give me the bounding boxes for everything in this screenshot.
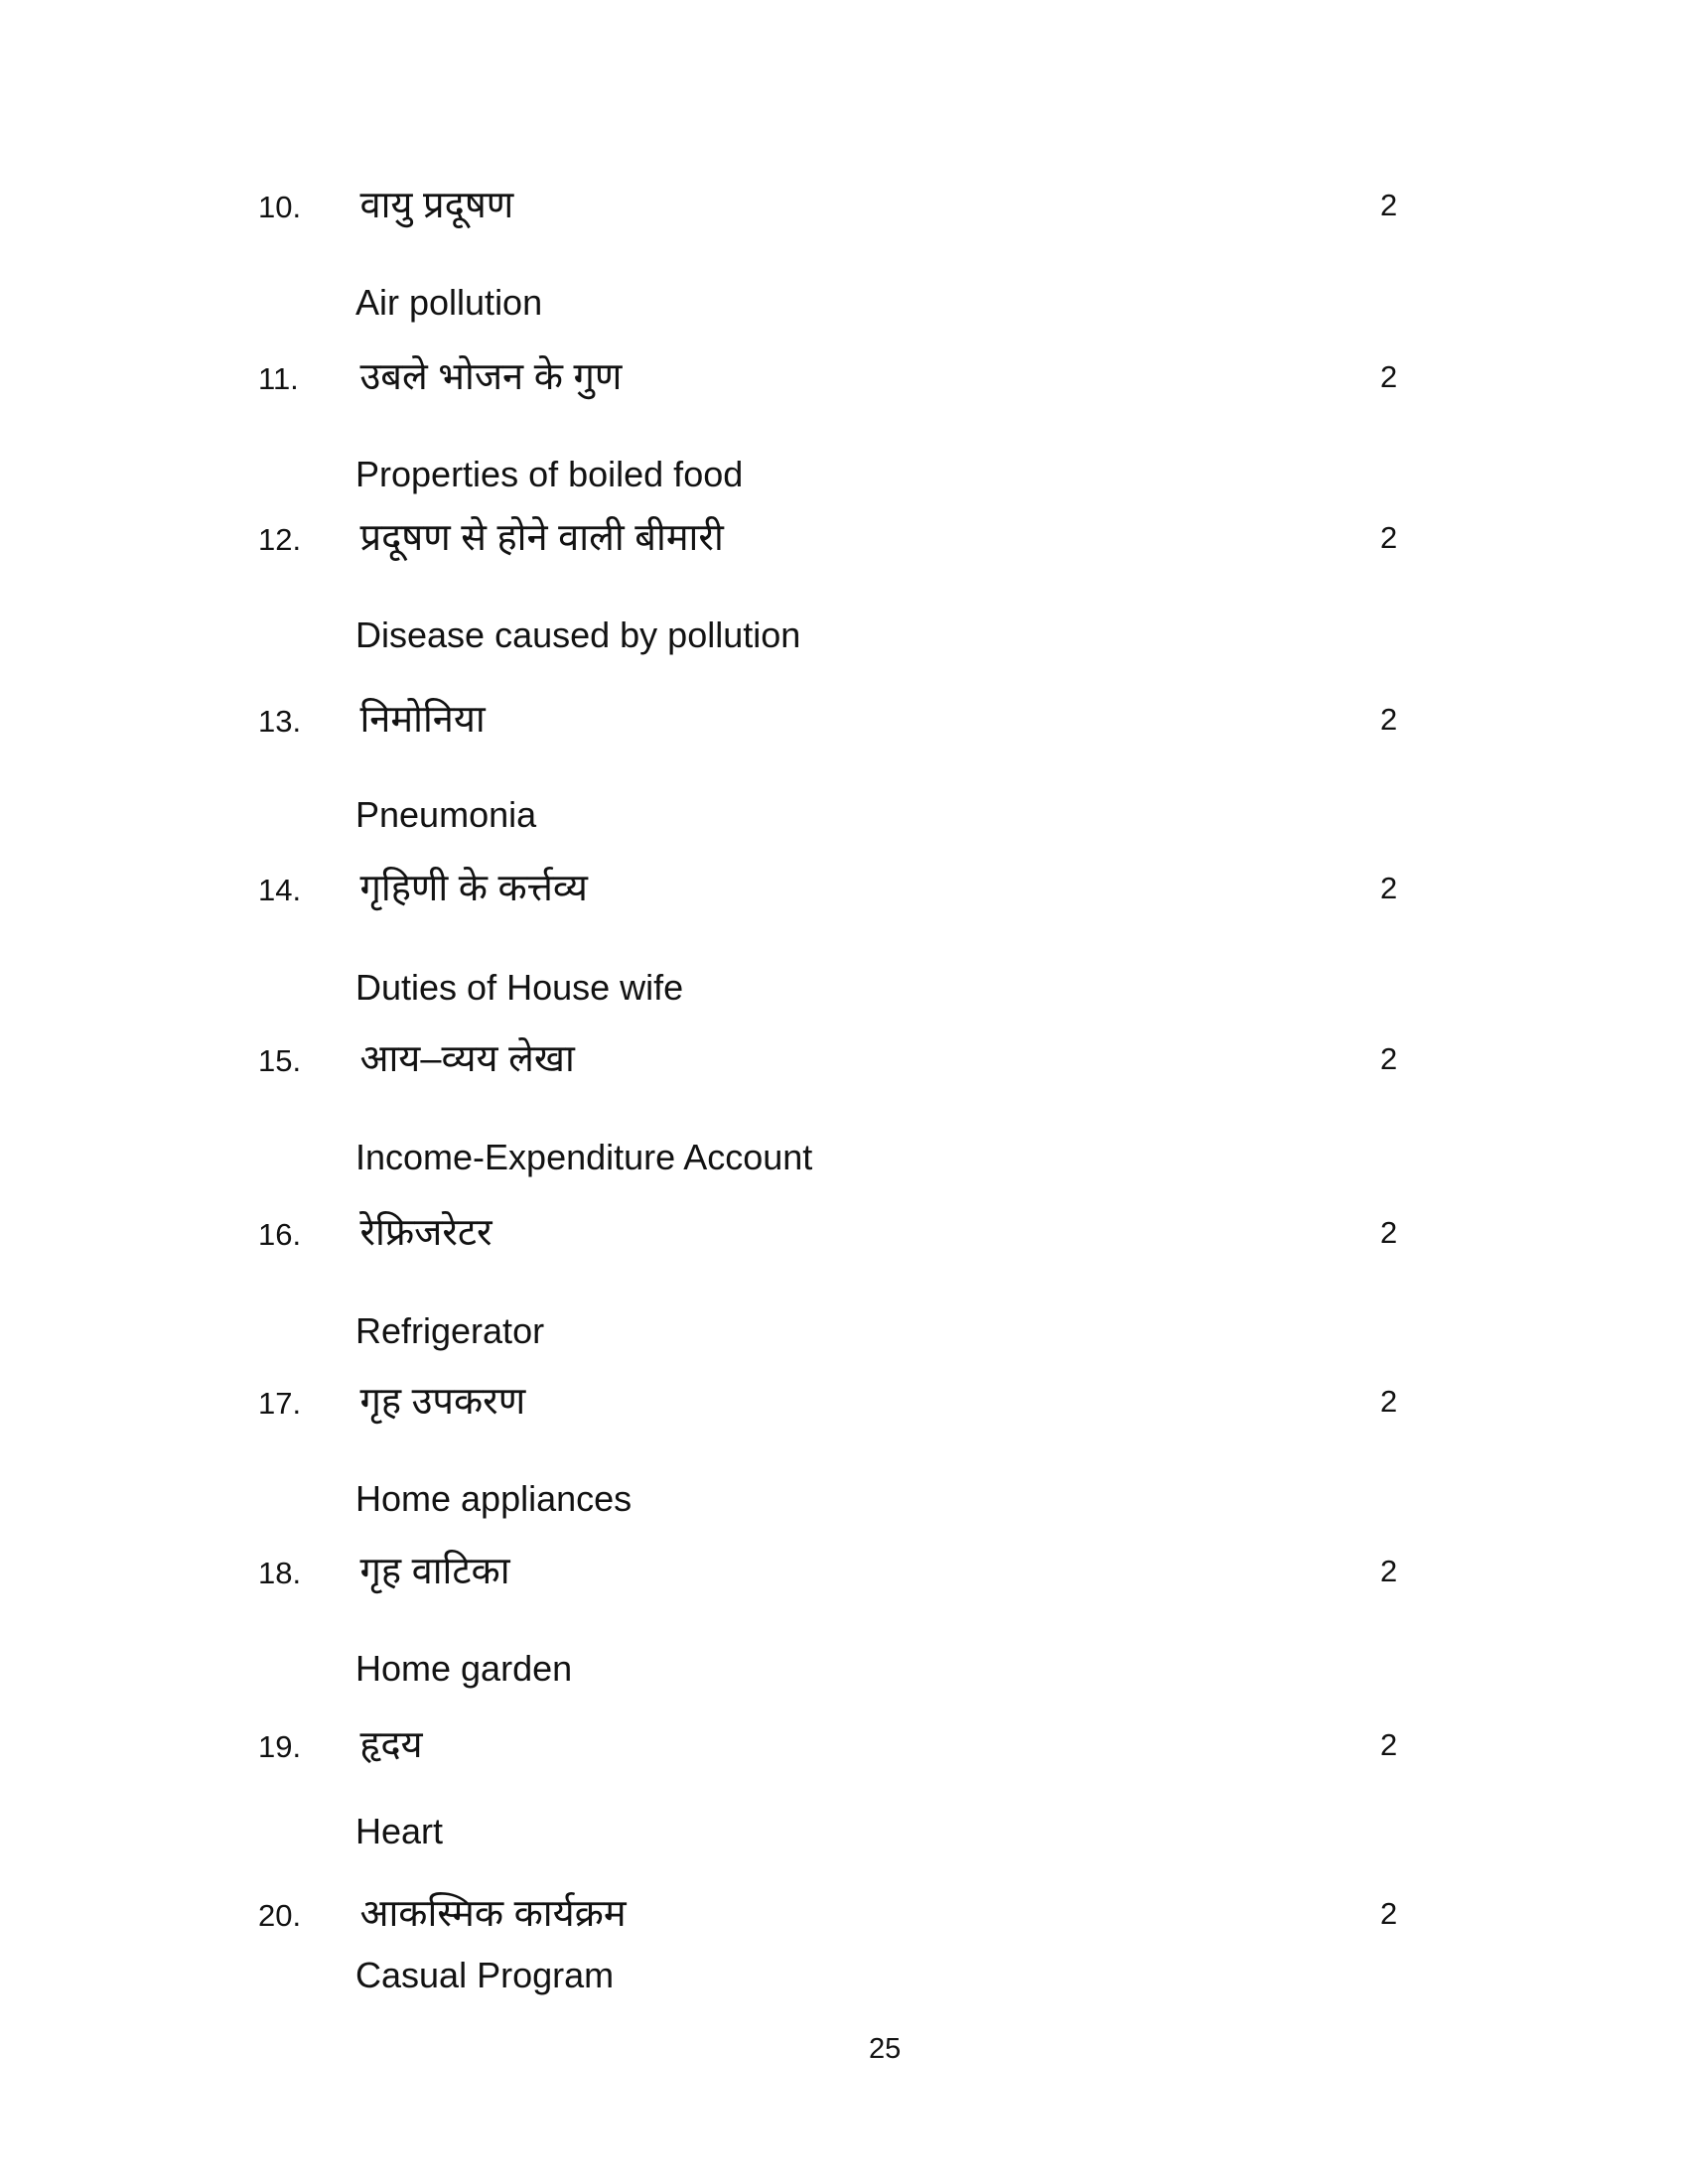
item-hindi-line xyxy=(0,1036,1688,1090)
item-hindi-line xyxy=(0,354,1688,408)
item-title-english: Properties of boiled food xyxy=(355,454,744,494)
item-title-hindi: निमोनिया xyxy=(359,699,486,741)
page-number: 25 xyxy=(869,2033,902,2065)
item-title-hindi: आकस्मिक कार्यक्रम xyxy=(359,1893,627,1935)
item-hindi-line xyxy=(0,1549,1688,1602)
item-english-line xyxy=(0,1953,1688,2006)
item-title-english: Income-Expenditure Account xyxy=(355,1137,813,1177)
item-number: 13. xyxy=(258,704,302,739)
list-item xyxy=(0,1549,1688,1700)
item-title-english: Disease caused by pollution xyxy=(355,614,801,655)
item-english-line xyxy=(0,792,1688,846)
item-title-hindi: उबले भोजन के गुण xyxy=(359,356,623,398)
item-number: 10. xyxy=(258,190,302,224)
item-marks: 2 xyxy=(1380,1896,1398,1931)
item-marks: 2 xyxy=(1380,871,1398,905)
list-item xyxy=(0,1210,1688,1362)
list-item xyxy=(0,515,1688,666)
item-marks: 2 xyxy=(1380,1554,1398,1588)
item-title-english: Heart xyxy=(355,1811,444,1851)
item-english-line xyxy=(0,1308,1688,1362)
item-hindi-line xyxy=(0,697,1688,751)
item-title-hindi: गृह उपकरण xyxy=(359,1381,526,1423)
list-item xyxy=(0,183,1688,334)
item-number: 12. xyxy=(258,522,302,557)
list-item xyxy=(0,697,1688,846)
list-item xyxy=(0,1036,1688,1188)
item-english-line xyxy=(0,280,1688,334)
item-english-line xyxy=(0,1646,1688,1700)
item-title-english: Home garden xyxy=(355,1648,573,1689)
item-title-hindi: रेफ्रिजरेटर xyxy=(359,1212,492,1254)
item-marks: 2 xyxy=(1380,1384,1398,1419)
item-english-line xyxy=(0,1476,1688,1530)
item-title-hindi: प्रदूषण से होने वाली बीमारी xyxy=(359,517,724,559)
item-title-english: Home appliances xyxy=(355,1478,633,1519)
list-item xyxy=(0,866,1688,1019)
item-title-hindi: वायु प्रदूषण xyxy=(359,185,514,226)
item-english-line xyxy=(0,613,1688,666)
item-title-hindi: गृहिणी के कर्त्तव्य xyxy=(359,868,588,909)
item-number: 16. xyxy=(258,1217,302,1252)
item-hindi-line xyxy=(0,515,1688,569)
item-title-english: Refrigerator xyxy=(355,1310,545,1351)
item-english-line xyxy=(0,965,1688,1019)
list-item xyxy=(0,1379,1688,1530)
item-hindi-line xyxy=(0,1722,1688,1776)
list-item xyxy=(0,1891,1688,2006)
item-english-line xyxy=(0,1809,1688,1862)
item-title-english: Pneumonia xyxy=(355,794,537,835)
item-english-line xyxy=(0,452,1688,505)
item-hindi-line xyxy=(0,866,1688,919)
list-item xyxy=(0,1722,1688,1862)
item-marks: 2 xyxy=(1380,702,1398,737)
item-number: 15. xyxy=(258,1043,302,1078)
item-number: 19. xyxy=(258,1729,302,1764)
item-marks: 2 xyxy=(1380,1215,1398,1250)
item-title-english: Air pollution xyxy=(355,282,543,323)
item-number: 11. xyxy=(258,361,299,396)
item-marks: 2 xyxy=(1380,1041,1398,1076)
item-hindi-line xyxy=(0,1379,1688,1433)
item-number: 17. xyxy=(258,1386,302,1421)
item-hindi-line xyxy=(0,1891,1688,1945)
list-item xyxy=(0,354,1688,505)
item-marks: 2 xyxy=(1380,520,1398,555)
item-title-hindi: आय–व्यय लेखा xyxy=(359,1038,575,1080)
item-number: 14. xyxy=(258,873,302,907)
item-number: 18. xyxy=(258,1556,302,1590)
item-title-hindi: हृदय xyxy=(359,1724,423,1766)
item-number: 20. xyxy=(258,1898,302,1933)
item-marks: 2 xyxy=(1380,188,1398,222)
item-title-hindi: गृह वाटिका xyxy=(359,1551,510,1592)
item-marks: 2 xyxy=(1380,1727,1398,1762)
item-marks: 2 xyxy=(1380,359,1398,394)
item-hindi-line xyxy=(0,1210,1688,1264)
item-title-english: Casual Program xyxy=(355,1955,615,1995)
item-title-english: Duties of House wife xyxy=(355,967,684,1008)
item-hindi-line xyxy=(0,183,1688,236)
item-english-line xyxy=(0,1135,1688,1188)
